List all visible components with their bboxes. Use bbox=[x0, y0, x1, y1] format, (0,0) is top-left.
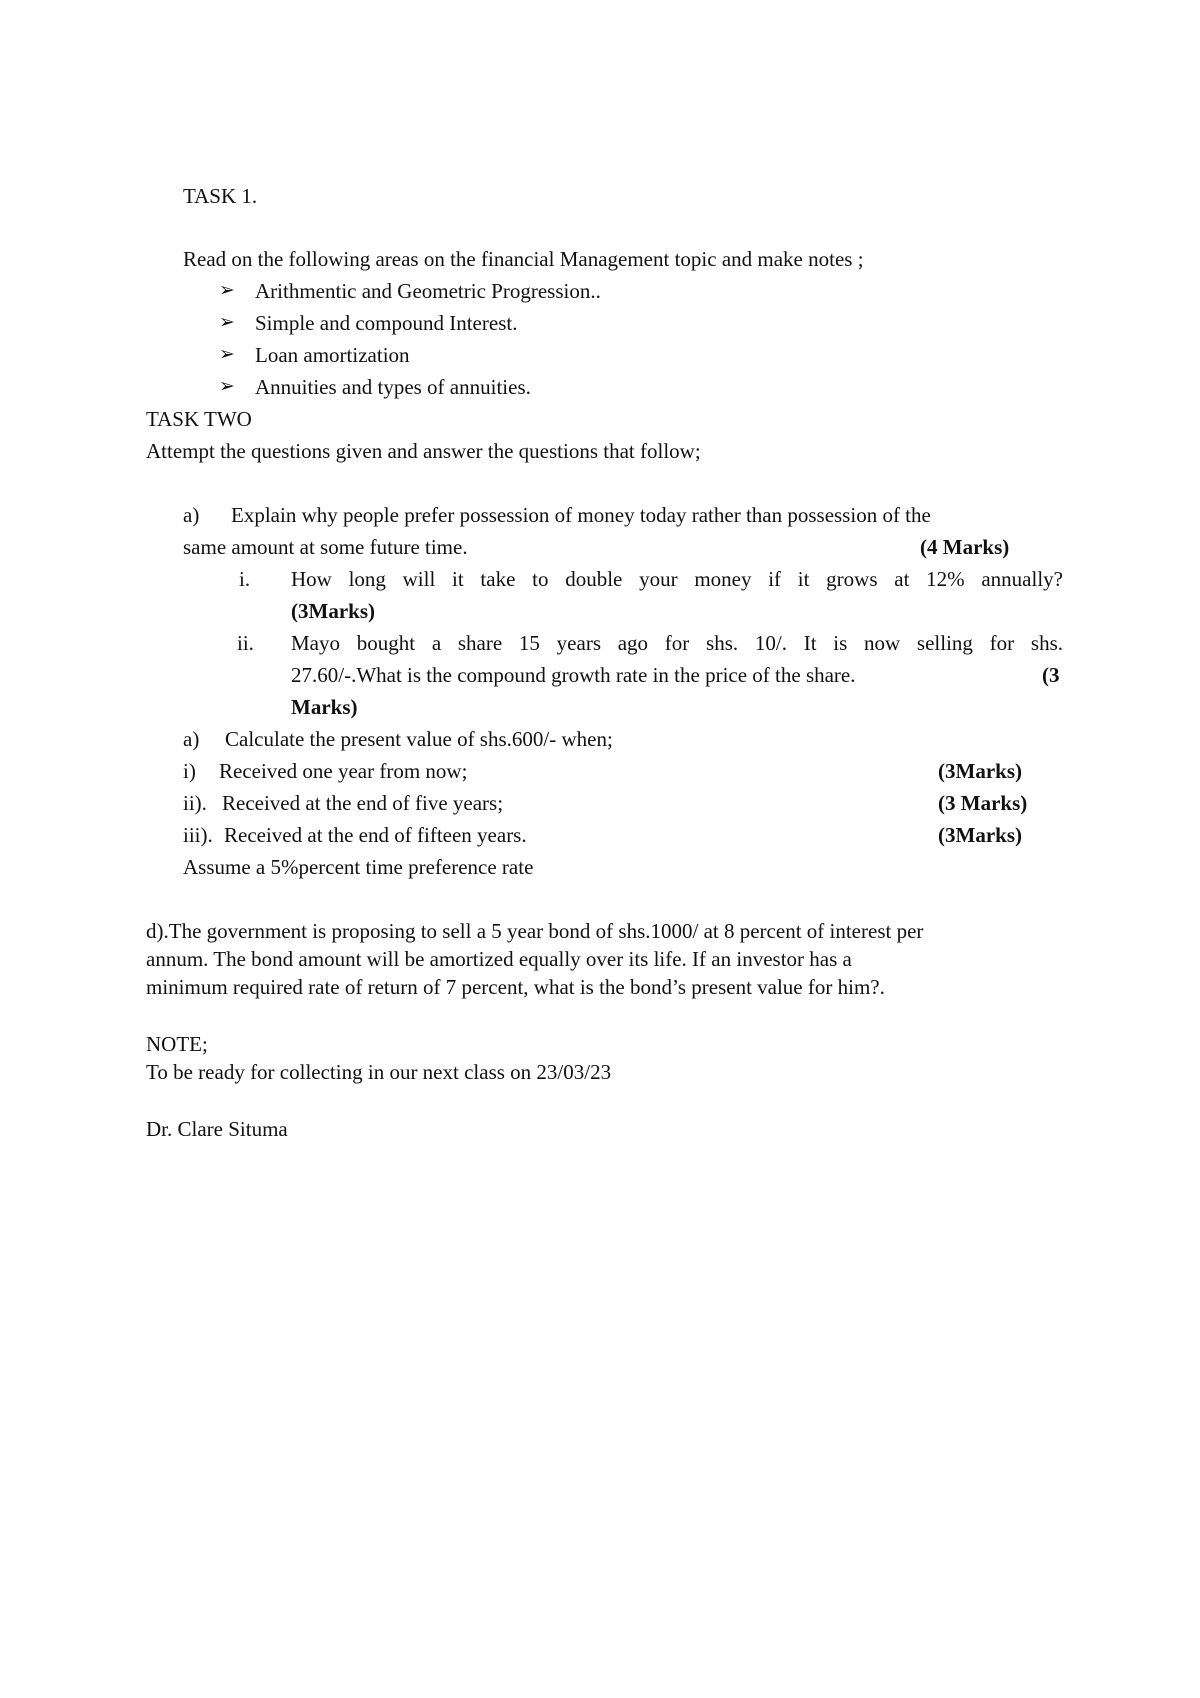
note-heading: NOTE; bbox=[146, 1032, 208, 1056]
question-a-line2: same amount at some future time. bbox=[183, 535, 468, 559]
signature: Dr. Clare Situma bbox=[146, 1117, 288, 1141]
question-b-label: a) bbox=[183, 727, 200, 751]
note-text: To be ready for collecting in our next class on 23/03/23 bbox=[146, 1060, 612, 1084]
list-item: Arithmentic and Geometric Progression.. bbox=[255, 279, 601, 303]
pv-item-iii-label: iii). bbox=[183, 823, 213, 847]
sub-ii-marks-close: Marks) bbox=[291, 695, 358, 719]
pv-item-i-label: i) bbox=[183, 759, 196, 783]
sub-ii-label: ii. bbox=[237, 631, 254, 655]
pv-item-ii-marks: (3 Marks) bbox=[938, 791, 1028, 815]
sub-ii-line2: 27.60/-.What is the compound growth rate in the price of the share. bbox=[291, 663, 856, 687]
arrowhead-bullet-icon: ➢ bbox=[219, 312, 235, 333]
list-item: Loan amortization bbox=[255, 343, 410, 367]
task2-intro: Attempt the questions given and answer the questions that follow; bbox=[146, 439, 701, 463]
question-a-line1: Explain why people prefer possession of money today rather than possession of the bbox=[231, 503, 931, 527]
pv-item-ii-text: Received at the end of five years; bbox=[222, 791, 504, 815]
sub-ii-line1: Mayo bought a share 15 years ago for shs. 10/. It is now selling for shs. bbox=[291, 631, 1063, 655]
task2-heading: TASK TWO bbox=[146, 407, 252, 431]
list-item: Simple and compound Interest. bbox=[255, 311, 518, 335]
question-d-line3: minimum required rate of return of 7 percent, what is the bond’s present value for him?. bbox=[146, 975, 885, 999]
pv-item-iii-marks: (3Marks) bbox=[938, 823, 1022, 847]
pv-item-i-marks: (3Marks) bbox=[938, 759, 1022, 783]
question-b-text: Calculate the present value of shs.600/- when; bbox=[225, 727, 613, 751]
sub-ii-marks-open: (3 bbox=[1042, 663, 1060, 687]
sub-i-marks: (3Marks) bbox=[291, 599, 375, 623]
arrowhead-bullet-icon: ➢ bbox=[219, 280, 235, 301]
question-d-line2: annum. The bond amount will be amortized equally over its life. If an investor has a bbox=[146, 947, 852, 971]
task1-intro: Read on the following areas on the financial Management topic and make notes ; bbox=[183, 247, 864, 271]
assumption-text: Assume a 5%percent time preference rate bbox=[183, 855, 534, 879]
pv-item-ii-label: ii). bbox=[183, 791, 207, 815]
arrowhead-bullet-icon: ➢ bbox=[219, 344, 235, 365]
task1-heading: TASK 1. bbox=[183, 184, 258, 208]
arrowhead-bullet-icon: ➢ bbox=[219, 376, 235, 397]
question-a-marks: (4 Marks) bbox=[920, 535, 1010, 559]
question-a-label: a) bbox=[183, 503, 200, 527]
question-d-line1: d).The government is proposing to sell a 5 year bond of shs.1000/ at 8 percent of interest per bbox=[146, 919, 924, 943]
list-item: Annuities and types of annuities. bbox=[255, 375, 531, 399]
pv-item-iii-text: Received at the end of fifteen years. bbox=[224, 823, 527, 847]
pv-item-i-text: Received one year from now; bbox=[219, 759, 468, 783]
sub-i-label: i. bbox=[239, 567, 251, 591]
sub-i-line1: How long will it take to double your money if it grows at 12% annually? bbox=[291, 567, 1063, 591]
